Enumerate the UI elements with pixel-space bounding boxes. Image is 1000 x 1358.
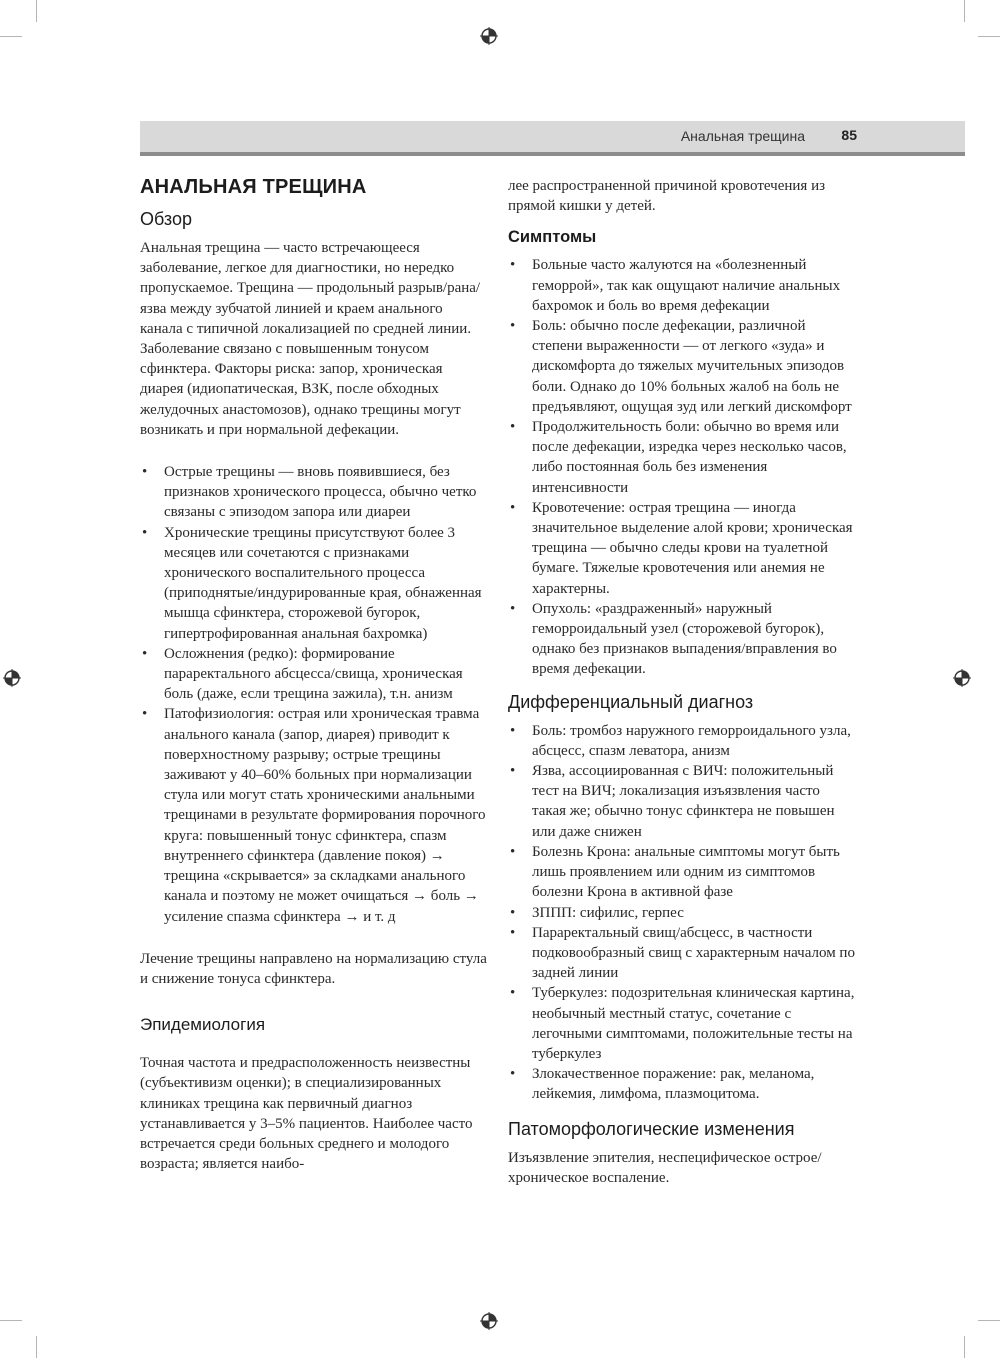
differential-list	[508, 721, 855, 1105]
list-item: • Боль: обычно после дефекации, различной степени выраженности — от легкого «зуда» и дискомфорта до тяжелых мучительных эпизодов боли. Однако до 10% больных жалоб на боль не предъявляют, ощущая зуд или легкий дискомфорт	[508, 316, 855, 417]
overview-bullet-list	[140, 462, 487, 927]
list-item: • Острые трещины — вновь появившиеся, без признаков хронического процесса, обычно четко связаны с эпизодом запора или диареи	[140, 462, 487, 523]
list-item: • Параректальный свищ/абсцесс, в частности подковообразный свищ с характерным началом по задней линии	[508, 923, 855, 984]
running-header-title: Анальная трещина	[680, 128, 805, 144]
crop-mark-top-left	[36, 0, 37, 22]
registration-mark-left-icon	[3, 669, 21, 687]
list-item: • Болезнь Крона: анальные симптомы могут быть лишь проявлением или одним из симптомов болезни Крона в активной фазе	[508, 842, 855, 903]
symptoms-list	[508, 255, 855, 679]
continuation-paragraph: лее распространенной причиной кровотечения из прямой кишки у детей.	[508, 178, 826, 215]
epidemiology-paragraph: Точная частота и предрасположенность неизвестны (субъективизм оценки); в специализированных клиниках трещина как первичный диагноз устанавливается у 3–5% пациентов. Наиболее часто встречается среди больных среднего и молодого возраста; является наибо-	[140, 1055, 473, 1173]
list-item: • Кровотечение: острая трещина — иногда значительное выделение алой крови; хроническая трещина — обычно следы крови на туалетной бумаге. Тяжелые кровотечения или анемия не характерны.	[508, 498, 855, 599]
running-header	[140, 121, 965, 156]
list-item: • Патофизиология: острая или хроническая травма анального канала (запор, диарея) приводит к поверхностному разрыву; острые трещины заживают у 40–60% больных при нормализации стула или могут стать хроническими анальными трещинами в результате формирования порочного круга: повышенный тонус сфинктера, спазм внутреннего сфинктера (давление покоя) → трещина «скрывается» за складками анального канала и поэтому не может очищаться → боль → усиление спазма сфинктера → и т. д	[140, 704, 487, 926]
registration-mark-right-icon	[953, 669, 971, 687]
crop-mark-top-right	[964, 0, 965, 22]
epidemiology-heading: Эпидемиология	[140, 1015, 266, 1035]
list-item: • Опухоль: «раздраженный» наружный геморроидальный узел (сторожевой бугорок), однако без признаков выпадения/вправления во время дефекации.	[508, 599, 855, 680]
overview-heading: Обзор	[140, 209, 192, 229]
registration-mark-top-icon	[480, 27, 498, 45]
symptoms-heading: Симптомы	[508, 228, 597, 247]
treatment-paragraph: Лечение трещины направлено на нормализацию стула и снижение тонуса сфинктера.	[140, 950, 487, 987]
right-column	[508, 176, 855, 1188]
overview-paragraph: Анальная трещина — часто встречающееся заболевание, легкое для диагностики, но нередко пропускаемое. Трещина — продольный разрыв/рана/язва между зубчатой линией и краем анального канала с типичной локализацией по средней линии. Заболевание связано с повышенным тонусом сфинктера. Факторы риска: запор, хроническая диарея (идиопатическая, ВЗК, после обходных желудочных анастомозов), однако трещины могут возникать и при нормальной дефекации.	[140, 240, 481, 438]
chapter-title: АНАЛЬНАЯ ТРЕЩИНА	[140, 176, 367, 198]
list-item: • Злокачественное поражение: рак, меланома, лейкемия, лимфома, плазмоцитома.	[508, 1064, 855, 1104]
registration-mark-bottom-icon	[480, 1312, 498, 1330]
crop-mark-top-right-h	[978, 36, 1000, 37]
list-item: • Продолжительность боли: обычно во время или после дефекации, изредка через несколько часов, либо постоянная боль без изменения интенсивности	[508, 417, 855, 498]
crop-mark-bottom-right-h	[978, 1320, 1000, 1321]
list-item: • Туберкулез: подозрительная клиническая картина, необычный местный статус, сочетание с легочными симптомами, положительные тесты на туберкулез	[508, 983, 855, 1064]
pathomorphology-heading: Патоморфологические изменения	[508, 1118, 795, 1139]
differential-heading: Дифференциальный диагноз	[508, 691, 754, 712]
list-item: • Боль: тромбоз наружного геморроидального узла, абсцесс, спазм леватора, анизм	[508, 721, 855, 761]
list-item: • Хронические трещины присутствуют более 3 месяцев или сочетаются с признаками хронического воспалительного процесса (приподнятые/индурированные края, обнаженная мышца сфинктера, сторожевой бугорок, гипертрофированная анальная бахромка)	[140, 523, 487, 644]
list-item: • ЗППП: сифилис, герпес	[508, 903, 855, 923]
crop-mark-bottom-right	[964, 1336, 965, 1358]
crop-mark-bottom-left-h	[0, 1320, 22, 1321]
pathomorphology-paragraph: Изъязвление эпителия, неспецифическое острое/хроническое воспаление.	[508, 1149, 822, 1186]
left-column	[140, 176, 487, 1174]
list-item: • Язва, ассоциированная с ВИЧ: положительный тест на ВИЧ; локализация изъязвления часто такая же; обычно тонус сфинктера не повышен или даже снижен	[508, 761, 855, 842]
crop-mark-top-left-h	[0, 36, 22, 37]
list-item: • Осложнения (редко): формирование параректального абсцесса/свища, хроническая боль (даже, если трещина зажила), т.н. анизм	[140, 644, 487, 705]
crop-mark-bottom-left	[36, 1336, 37, 1358]
page-number: 85	[841, 127, 857, 143]
list-item: • Больные часто жалуются на «болезненный геморрой», так как ощущают наличие анальных бахромок и боль во время дефекации	[508, 255, 855, 316]
